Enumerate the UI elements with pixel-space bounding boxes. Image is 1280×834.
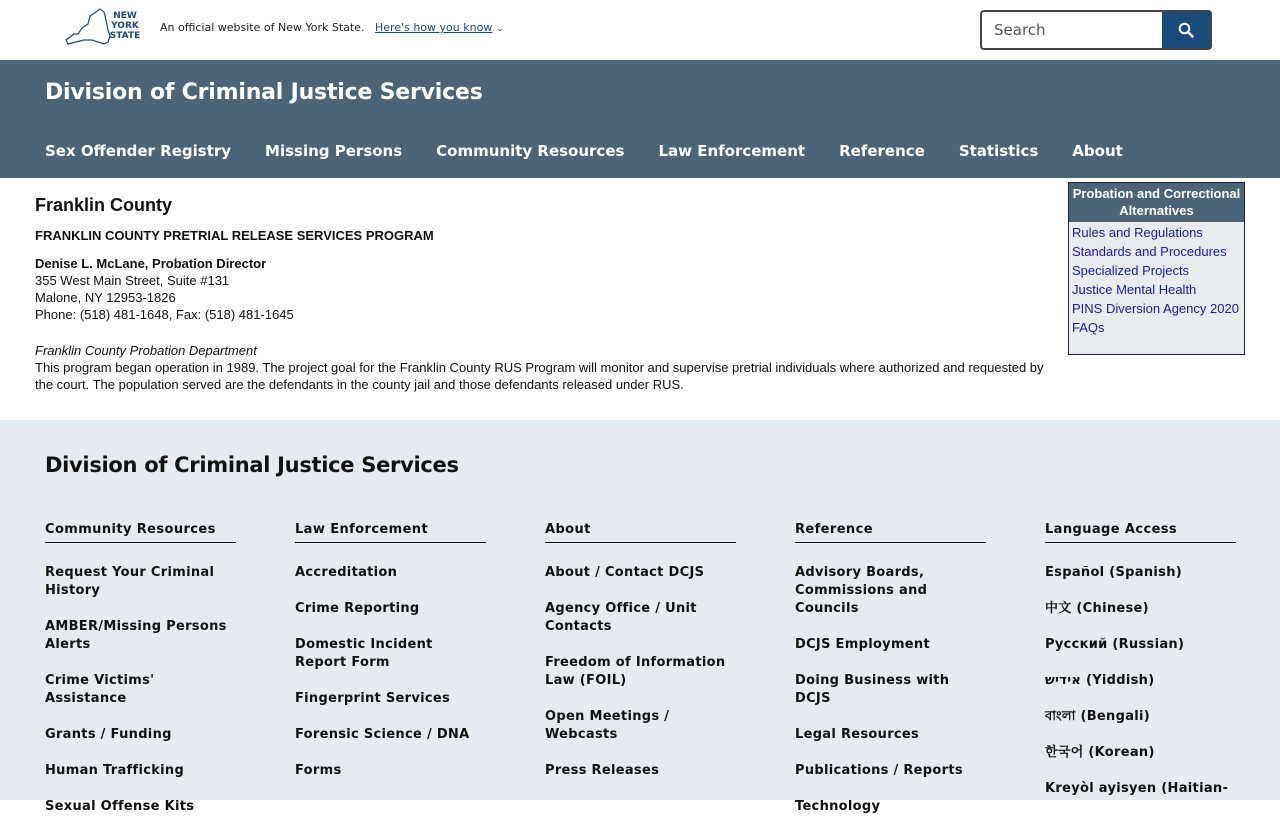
footer-link[interactable]: 中文 (Chinese) [1045, 601, 1149, 616]
footer-column-about [545, 522, 736, 798]
footer-link[interactable]: Crime Victims' Assistance [45, 673, 155, 706]
footer-link[interactable]: Forms [295, 763, 342, 778]
footer-heading: Law Enforcement [295, 522, 486, 543]
footer-link[interactable]: Crime Reporting [295, 601, 420, 616]
footer-link[interactable]: Request Your Criminal History [45, 565, 215, 598]
program-description: This program began operation in 1989. The project goal for the Franklin County RUS Program will monitor and supervise pretrial individuals where authorized and requested by the court. The population served are the defendants in the county jail and those defendants released under RUS. [35, 360, 1044, 392]
nys-logo[interactable] [64, 6, 144, 52]
footer-link[interactable]: Español (Spanish) [1045, 565, 1182, 580]
footer-link[interactable]: Domestic Incident Report Form [295, 637, 433, 670]
page-title: Franklin County [35, 195, 173, 215]
footer-link[interactable]: Русский (Russian) [1045, 637, 1185, 652]
main-content [35, 195, 1045, 393]
footer-column-language-access [1045, 522, 1236, 816]
nav-community-resources[interactable]: Community Resources [436, 142, 625, 160]
chevron-down-icon: ⌄ [496, 24, 504, 34]
address-line-1: 355 West Main Street, Suite #131 [35, 273, 230, 288]
director-name: Denise L. McLane, Probation Director [35, 256, 267, 271]
address-line-2: Malone, NY 12953-1826 [35, 290, 176, 305]
footer-link[interactable]: אידיש (Yiddish) [1045, 673, 1155, 688]
footer-link[interactable]: Grants / Funding [45, 727, 172, 742]
contact-block [35, 255, 1045, 323]
agency-title[interactable]: Division of Criminal Justice Services [45, 80, 483, 105]
sidebar-heading: Probation and Correctional Alternatives [1069, 183, 1244, 222]
footer-link[interactable]: Doing Business with DCJS [795, 673, 950, 706]
sidebar-link-justice-mental-health[interactable]: Justice Mental Health [1072, 282, 1197, 297]
nav-reference[interactable]: Reference [839, 142, 925, 160]
footer-link[interactable]: Forensic Science / DNA [295, 727, 470, 742]
sidebar-link-faqs[interactable]: FAQs [1072, 320, 1105, 335]
footer-link[interactable]: Technology [795, 799, 881, 814]
footer-title: Division of Criminal Justice Services [45, 453, 459, 477]
footer-heading: Language Access [1045, 522, 1236, 543]
nav-law-enforcement[interactable]: Law Enforcement [658, 142, 806, 160]
nys-logo-text: NEW YORK STATE [109, 11, 141, 41]
sidebar-link-pins-diversion[interactable]: PINS Diversion Agency 2020 [1072, 301, 1239, 316]
phone-fax: Phone: (518) 481-1648, Fax: (518) 481-1645 [35, 307, 294, 322]
nav-sex-offender-registry[interactable]: Sex Offender Registry [45, 142, 232, 160]
nav-missing-persons[interactable]: Missing Persons [265, 142, 403, 160]
footer-link[interactable]: AMBER/Missing Persons Alerts [45, 619, 227, 652]
footer-link[interactable]: Press Releases [545, 763, 660, 778]
footer-heading: Community Resources [45, 522, 236, 543]
footer-link[interactable]: Advisory Boards, Commissions and Councils [795, 565, 928, 616]
footer [0, 420, 1280, 814]
official-website-text: An official website of New York State. [160, 21, 365, 34]
footer-column-reference [795, 522, 986, 834]
footer-link[interactable]: DCJS Employment [795, 637, 930, 652]
footer-link[interactable]: About / Contact DCJS [545, 565, 705, 580]
footer-link[interactable]: 한국어 (Korean) [1045, 745, 1155, 760]
program-title: FRANKLIN COUNTY PRETRIAL RELEASE SERVICES PROGRAM [35, 228, 434, 243]
universal-header [0, 0, 1280, 60]
footer-column-community-resources [45, 522, 236, 834]
sidebar-links [1069, 222, 1244, 340]
footer-link[interactable]: Freedom of Information Law (FOIL) [545, 655, 726, 688]
main-nav [45, 142, 1157, 160]
footer-link[interactable]: বাংলা (Bengali) [1045, 709, 1151, 724]
footer-link[interactable]: Kreyòl ayisyen (Haitian- [1045, 781, 1229, 796]
search-input[interactable] [982, 12, 1162, 48]
footer-link[interactable]: Accreditation [295, 565, 398, 580]
nav-statistics[interactable]: Statistics [958, 142, 1039, 160]
footer-link[interactable]: Fingerprint Services [295, 691, 451, 706]
footer-link[interactable]: Publications / Reports [795, 763, 963, 778]
footer-link[interactable]: Human Trafficking [45, 763, 185, 778]
footer-column-law-enforcement [295, 522, 486, 798]
search-box [980, 10, 1212, 50]
footer-link[interactable]: Sexual Offense Kits [45, 799, 195, 814]
footer-link[interactable]: Open Meetings / Webcasts [545, 709, 670, 742]
sidebar-link-rules[interactable]: Rules and Regulations [1072, 225, 1203, 240]
footer-link[interactable]: Legal Resources [795, 727, 920, 742]
sidebar-link-specialized-projects[interactable]: Specialized Projects [1072, 263, 1190, 278]
footer-link[interactable]: Agency Office / Unit Contacts [545, 601, 697, 634]
heres-how-you-know-link[interactable] [375, 21, 504, 34]
heres-how-you-know-label: Here's how you know [375, 21, 493, 34]
footer-heading: About [545, 522, 736, 543]
search-button[interactable] [1162, 12, 1210, 48]
sidebar-box [1068, 182, 1245, 355]
footer-heading: Reference [795, 522, 986, 543]
sidebar-link-standards[interactable]: Standards and Procedures [1072, 244, 1227, 259]
nav-about[interactable]: About [1072, 142, 1123, 160]
agency-header [0, 60, 1280, 178]
search-icon [1178, 22, 1194, 38]
department-name: Franklin County Probation Department [35, 343, 257, 358]
